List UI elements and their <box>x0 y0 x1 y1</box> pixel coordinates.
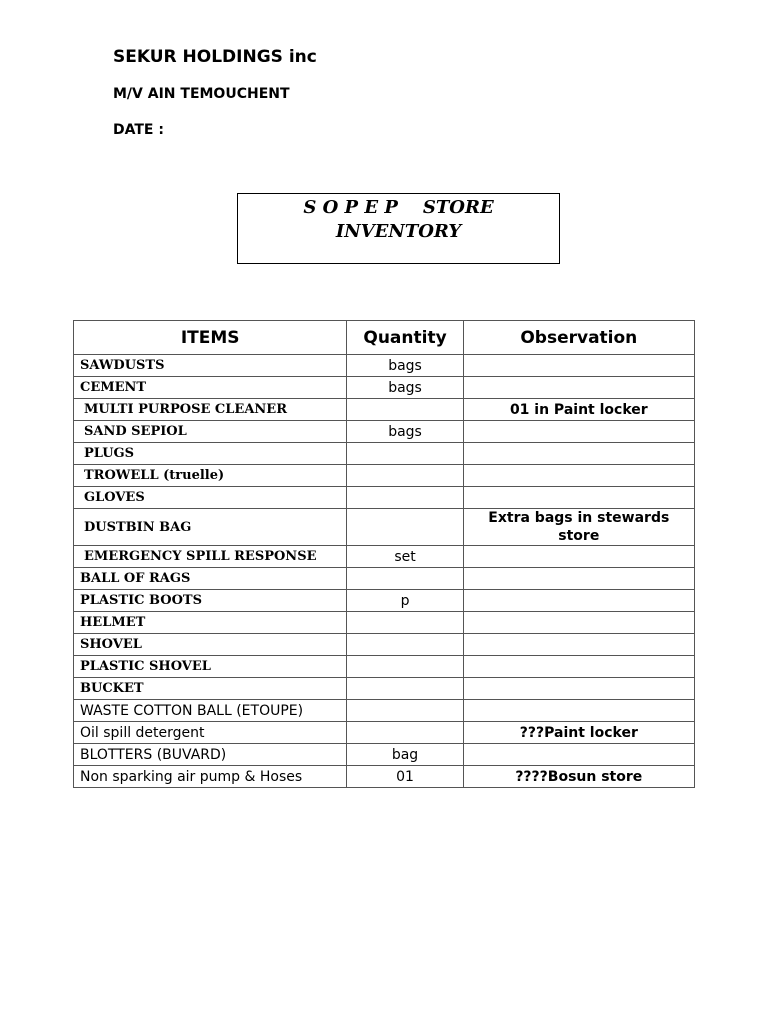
date-label: DATE : <box>113 122 164 138</box>
table-row <box>74 377 695 399</box>
observation-cell <box>463 678 694 700</box>
table-row <box>74 546 695 568</box>
table-row <box>74 421 695 443</box>
table-row <box>74 612 695 634</box>
quantity-cell <box>347 678 463 700</box>
observation-cell <box>463 612 694 634</box>
table-row <box>74 487 695 509</box>
item-cell: HELMET <box>74 612 347 634</box>
item-cell: Non sparking air pump & Hoses <box>74 766 347 788</box>
company-name: SEKUR HOLDINGS inc <box>113 47 317 67</box>
observation-cell <box>463 744 694 766</box>
document-title-box <box>237 193 560 264</box>
title-line-1: S O P E P STORE <box>303 197 494 218</box>
quantity-cell <box>347 568 463 590</box>
observation-cell <box>463 700 694 722</box>
item-cell: PLASTIC BOOTS <box>74 590 347 612</box>
table-row <box>74 678 695 700</box>
table-row <box>74 355 695 377</box>
item-cell: DUSTBIN BAG <box>74 509 347 546</box>
table-row <box>74 722 695 744</box>
quantity-cell <box>347 700 463 722</box>
quantity-cell: 01 <box>347 766 463 788</box>
table-row <box>74 568 695 590</box>
observation-cell <box>463 465 694 487</box>
column-header-quantity: Quantity <box>347 321 463 355</box>
table-row <box>74 399 695 421</box>
item-cell: CEMENT <box>74 377 347 399</box>
item-cell: EMERGENCY SPILL RESPONSE <box>74 546 347 568</box>
inventory-table <box>73 320 695 788</box>
table-row <box>74 465 695 487</box>
observation-cell <box>463 656 694 678</box>
table-row <box>74 700 695 722</box>
observation-cell: 01 in Paint locker <box>463 399 694 421</box>
quantity-cell: p <box>347 590 463 612</box>
column-header-items: ITEMS <box>74 321 347 355</box>
observation-cell <box>463 546 694 568</box>
quantity-cell <box>347 465 463 487</box>
quantity-cell: bags <box>347 355 463 377</box>
item-cell: SHOVEL <box>74 634 347 656</box>
quantity-cell <box>347 656 463 678</box>
quantity-cell <box>347 612 463 634</box>
observation-cell <box>463 568 694 590</box>
observation-cell <box>463 421 694 443</box>
quantity-cell <box>347 634 463 656</box>
observation-cell <box>463 487 694 509</box>
table-row <box>74 656 695 678</box>
item-cell: GLOVES <box>74 487 347 509</box>
item-cell: PLASTIC SHOVEL <box>74 656 347 678</box>
table-row <box>74 509 695 546</box>
column-header-observation: Observation <box>463 321 694 355</box>
vessel-name: M/V AIN TEMOUCHENT <box>113 86 290 102</box>
item-cell: SAWDUSTS <box>74 355 347 377</box>
quantity-cell <box>347 487 463 509</box>
quantity-cell: bags <box>347 377 463 399</box>
table-row <box>74 744 695 766</box>
item-cell: WASTE COTTON BALL (ETOUPE) <box>74 700 347 722</box>
observation-cell <box>463 590 694 612</box>
observation-cell: ???Paint locker <box>463 722 694 744</box>
item-cell: BALL OF RAGS <box>74 568 347 590</box>
table-row <box>74 443 695 465</box>
title-line-2: INVENTORY <box>335 221 462 242</box>
table-header-row <box>74 321 695 355</box>
table-row <box>74 766 695 788</box>
quantity-cell <box>347 509 463 546</box>
observation-cell <box>463 443 694 465</box>
quantity-cell <box>347 399 463 421</box>
item-cell: MULTI PURPOSE CLEANER <box>74 399 347 421</box>
observation-cell <box>463 355 694 377</box>
table-row <box>74 590 695 612</box>
item-cell: PLUGS <box>74 443 347 465</box>
quantity-cell: bag <box>347 744 463 766</box>
quantity-cell: set <box>347 546 463 568</box>
quantity-cell <box>347 443 463 465</box>
observation-cell <box>463 377 694 399</box>
item-cell: BLOTTERS (BUVARD) <box>74 744 347 766</box>
observation-cell: ????Bosun store <box>463 766 694 788</box>
quantity-cell: bags <box>347 421 463 443</box>
table-row <box>74 634 695 656</box>
observation-cell <box>463 634 694 656</box>
item-cell: SAND SEPIOL <box>74 421 347 443</box>
observation-cell: Extra bags in stewards store <box>463 509 694 546</box>
item-cell: BUCKET <box>74 678 347 700</box>
item-cell: Oil spill detergent <box>74 722 347 744</box>
item-cell: TROWELL (truelle) <box>74 465 347 487</box>
quantity-cell <box>347 722 463 744</box>
